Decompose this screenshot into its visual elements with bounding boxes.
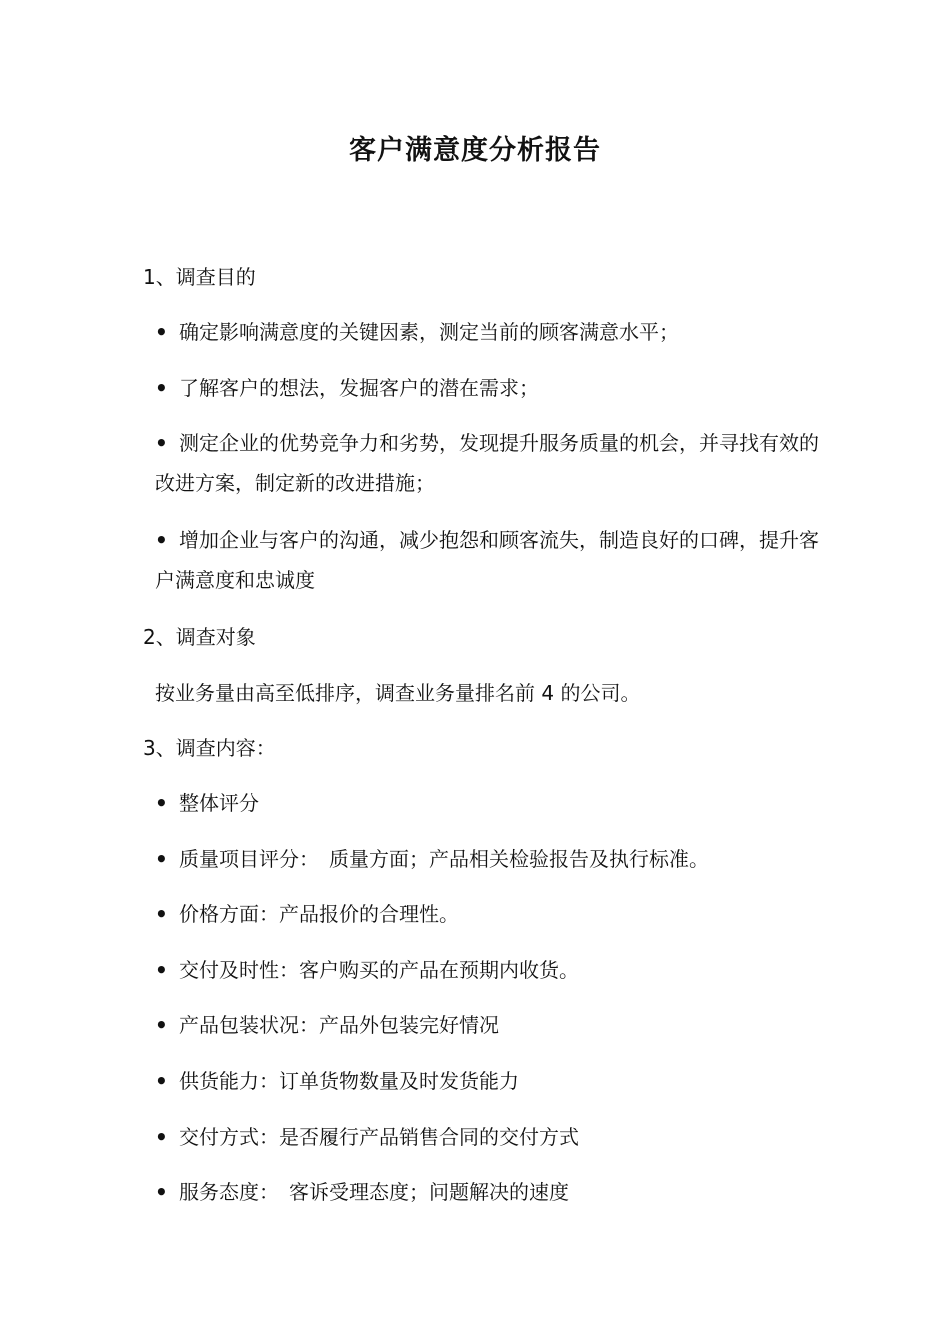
- list-item-text: 产品包装状况：产品外包装完好情况: [179, 1013, 499, 1037]
- list-item: [155, 894, 835, 934]
- bullet-marker: •: [155, 958, 168, 982]
- bullet-marker: •: [155, 431, 168, 455]
- list-item: [155, 783, 835, 823]
- list-item: [155, 520, 835, 600]
- list-item: [155, 1117, 835, 1157]
- bullet-marker: •: [155, 902, 168, 926]
- list-item: [155, 423, 835, 503]
- list-item-text: 价格方面：产品报价的合理性。: [179, 902, 459, 926]
- list-item: [155, 368, 835, 408]
- section-heading-purpose: 1、调查目的: [143, 265, 256, 289]
- list-item: [155, 1061, 835, 1101]
- bullet-marker: •: [155, 320, 168, 344]
- list-item-text: 增加企业与客户的沟通，减少抱怨和顾客流失，制造良好的口碑，提升客户满意度和忠诚度: [155, 528, 819, 592]
- bullet-marker: •: [155, 376, 168, 400]
- bullet-marker: •: [155, 1069, 168, 1093]
- list-item: [155, 839, 835, 879]
- document-title: 客户满意度分析报告: [349, 135, 601, 166]
- bullet-marker: •: [155, 528, 168, 552]
- section-heading-target: 2、调查对象: [143, 625, 256, 649]
- list-item: [155, 1005, 835, 1045]
- list-item-text: 服务态度： 客诉受理态度；问题解决的速度: [179, 1180, 569, 1204]
- list-item-text: 了解客户的想法，发掘客户的潜在需求；: [179, 376, 539, 400]
- list-item-text: 整体评分: [179, 791, 259, 815]
- list-item: [155, 312, 835, 352]
- list-item-text: 测定企业的优势竞争力和劣势，发现提升服务质量的机会，并寻找有效的改进方案，制定新的改进措施；: [155, 431, 819, 495]
- list-item-text: 交付方式：是否履行产品销售合同的交付方式: [179, 1125, 579, 1149]
- list-item-text: 供货能力：订单货物数量及时发货能力: [179, 1069, 519, 1093]
- section-heading-content: 3、调查内容：: [143, 736, 276, 760]
- bullet-marker: •: [155, 1013, 168, 1037]
- section-text: 按业务量由高至低排序，调查业务量排名前 4 的公司。: [155, 681, 641, 705]
- bullet-marker: •: [155, 1125, 168, 1149]
- list-item-text: 确定影响满意度的关键因素，测定当前的顾客满意水平；: [179, 320, 679, 344]
- bullet-marker: •: [155, 847, 168, 871]
- list-item-text: 交付及时性：客户购买的产品在预期内收货。: [179, 958, 579, 982]
- list-item: [155, 950, 835, 990]
- list-item-text: 质量项目评分： 质量方面；产品相关检验报告及执行标准。: [179, 847, 709, 871]
- bullet-marker: •: [155, 791, 168, 815]
- list-item: [155, 1172, 835, 1212]
- bullet-marker: •: [155, 1180, 168, 1204]
